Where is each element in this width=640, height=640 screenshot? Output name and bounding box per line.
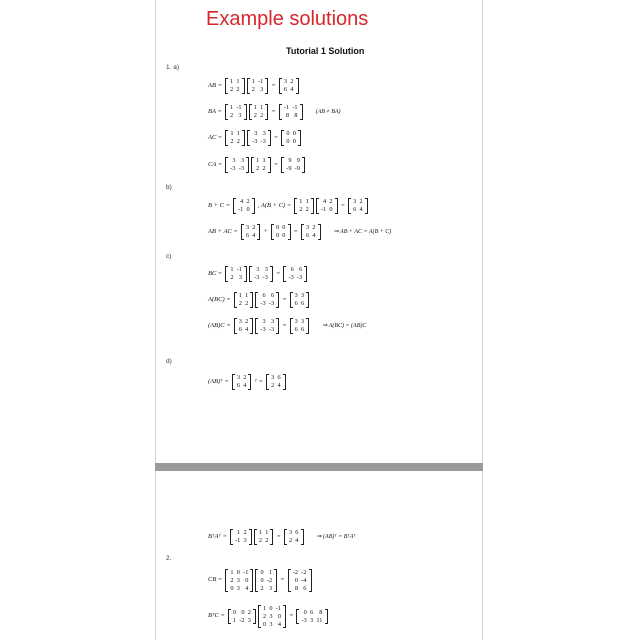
matrix-cell: 2 xyxy=(230,85,234,93)
matrix-cell: 2 xyxy=(246,198,250,205)
matrix-cell: -3 xyxy=(288,273,294,281)
equation-text: AB + AC = xyxy=(208,227,238,235)
matrix-cell: 2 xyxy=(229,111,234,119)
equation-text: = xyxy=(282,295,287,303)
matrix xyxy=(290,292,310,308)
matrix-cell: 0 xyxy=(232,608,237,616)
matrix-cell: 0 xyxy=(286,137,290,145)
equation-bt-c xyxy=(206,605,329,628)
matrix xyxy=(232,374,252,390)
matrix-cell: 1 xyxy=(238,292,242,299)
matrix-cell: 0 xyxy=(275,231,280,239)
matrix-cell: 1 xyxy=(232,616,237,624)
matrix-cell: 3 xyxy=(294,292,298,299)
matrix-cell: 6 xyxy=(294,325,298,333)
matrix-cell: 3 xyxy=(240,157,244,164)
matrix-cell: 2 xyxy=(236,137,240,145)
matrix-cell: 2 xyxy=(263,612,267,620)
matrix-cell: 3 xyxy=(301,292,305,299)
matrix-cell: 8 xyxy=(319,608,323,616)
page-heading: Example solutions xyxy=(206,8,369,30)
matrix-cell: 2 xyxy=(256,164,260,172)
matrix-cell: 6 xyxy=(283,85,288,93)
matrix-cell: 1 xyxy=(253,104,257,111)
equation-text: = xyxy=(275,269,281,277)
matrix-cell: 2 xyxy=(359,198,363,205)
matrix-cell: 4 xyxy=(245,584,249,592)
matrix-cell: 8 xyxy=(294,584,298,592)
matrix-cell: 3 xyxy=(232,157,236,164)
matrix xyxy=(249,104,269,120)
matrix-cell: 4 xyxy=(359,205,363,213)
matrix-cell: 3 xyxy=(262,318,266,325)
equation-text: BC = xyxy=(208,269,223,277)
matrix xyxy=(281,130,301,146)
matrix-cell: 1 xyxy=(230,78,234,85)
matrix-cell: -1 xyxy=(292,104,298,111)
matrix-cell: 2 xyxy=(265,536,269,544)
matrix-cell: 2 xyxy=(238,299,242,307)
matrix-cell: 3 xyxy=(283,78,288,85)
matrix-cell: 6 xyxy=(299,266,303,273)
equation-text: = xyxy=(289,612,294,620)
equation-text: = xyxy=(271,81,276,89)
matrix xyxy=(225,104,247,120)
matrix-cell: 3 xyxy=(245,224,250,231)
matrix-cell: 2 xyxy=(312,224,316,231)
matrix-cell: 0 xyxy=(263,620,267,628)
matrix xyxy=(247,78,269,94)
matrix-cell: -1 xyxy=(320,205,327,213)
equation-text: = xyxy=(282,321,287,329)
matrix-cell: -3 xyxy=(268,325,275,333)
matrix-cell: -9 xyxy=(294,164,300,172)
matrix xyxy=(301,224,321,240)
matrix-cell: 1 xyxy=(256,157,260,164)
equation-text: ᵀ = xyxy=(254,377,264,385)
matrix-cell: 0 xyxy=(275,224,280,231)
equation-cb xyxy=(206,569,313,592)
matrix-cell: 1 xyxy=(230,130,234,137)
matrix xyxy=(290,318,310,334)
equation-ac xyxy=(206,130,302,146)
matrix xyxy=(234,318,254,334)
matrix-cell: 1 xyxy=(268,569,273,576)
matrix-cell: 2 xyxy=(253,111,257,119)
equation-text: BᵀAᵀ = xyxy=(208,532,227,540)
matrix xyxy=(228,609,256,625)
matrix-cell: 6 xyxy=(245,231,250,239)
equation-text: = xyxy=(273,160,279,168)
matrix xyxy=(249,266,273,282)
matrix-cell: 2 xyxy=(245,318,249,325)
matrix-cell: -1 xyxy=(236,266,243,273)
matrix-cell: 3 xyxy=(247,616,251,624)
matrix-cell: 2 xyxy=(230,576,234,584)
matrix-cell: 4 xyxy=(252,231,256,239)
matrix-cell: 1 xyxy=(263,605,267,612)
matrix-cell: 3 xyxy=(269,620,273,628)
matrix-cell: 3 xyxy=(256,266,260,273)
equation-text: = xyxy=(273,133,279,141)
matrix-cell: 6 xyxy=(262,292,266,299)
matrix-cell: 0 xyxy=(329,205,333,213)
matrix-cell: 4 xyxy=(240,198,244,205)
matrix-cell: 3 xyxy=(264,266,268,273)
matrix-cell: 3 xyxy=(236,374,241,381)
equation-note: ⇒ (AB)ᵀ = BᵀAᵀ xyxy=(316,533,356,540)
matrix xyxy=(316,198,338,214)
matrix-cell: 1 xyxy=(262,157,266,164)
matrix xyxy=(296,609,327,625)
matrix-cell: -2 xyxy=(239,616,245,624)
matrix-cell: 3 xyxy=(254,130,258,137)
matrix-cell: -3 xyxy=(260,137,266,145)
matrix-cell: 6 xyxy=(236,381,241,389)
matrix-cell: 2 xyxy=(230,273,234,281)
matrix-cell: 6 xyxy=(301,325,305,333)
equation-text: AB = xyxy=(208,81,222,89)
matrix-cell: 3 xyxy=(269,612,273,620)
equation-text: = xyxy=(293,227,298,235)
equation-text: + xyxy=(263,227,268,235)
matrix-cell: -1 xyxy=(275,605,281,612)
equation-a-bc xyxy=(206,292,310,308)
matrix-cell: 6 xyxy=(306,231,310,239)
matrix-cell: 3 xyxy=(260,85,264,93)
matrix xyxy=(288,569,312,592)
matrix-cell: 1 xyxy=(305,198,309,205)
matrix xyxy=(255,318,279,334)
section-label-2: 2. xyxy=(166,555,172,562)
matrix-cell: 3 xyxy=(271,374,275,381)
matrix-cell: 0 xyxy=(241,608,245,616)
equation-ab-plus-ac xyxy=(206,224,391,240)
matrix-cell: 6 xyxy=(353,205,357,213)
matrix xyxy=(283,266,307,282)
equation-text: AC = xyxy=(208,133,223,141)
matrix-cell: 6 xyxy=(270,292,275,299)
page-subheading: Tutorial 1 Solution xyxy=(286,46,365,56)
matrix-cell: 1 xyxy=(258,529,263,536)
matrix-cell: 2 xyxy=(252,224,256,231)
matrix-cell: 3 xyxy=(270,318,275,325)
matrix-cell: 1 xyxy=(230,569,234,576)
equation-text: A(BC) = xyxy=(208,295,231,303)
document-page-2 xyxy=(155,471,483,640)
equation-bc xyxy=(206,266,308,282)
equation-ba xyxy=(206,104,341,120)
matrix-cell: 4 xyxy=(243,381,247,389)
matrix-cell: 0 xyxy=(260,569,264,576)
matrix-cell: -3 xyxy=(254,273,260,281)
equation-text: (AB)C = xyxy=(208,321,231,329)
matrix-cell: -2 xyxy=(301,569,307,576)
matrix-cell: 2 xyxy=(230,137,234,145)
matrix-cell: 6 xyxy=(294,299,298,307)
equation-note: (AB ≠ BA) xyxy=(315,108,341,115)
equation-text: = xyxy=(280,576,285,584)
matrix-cell: 9 xyxy=(296,157,300,164)
matrix-cell: 4 xyxy=(295,536,299,544)
matrix-cell: 0 xyxy=(282,224,286,231)
equation-text: CA = xyxy=(208,160,223,168)
matrix xyxy=(258,605,286,628)
matrix xyxy=(247,130,271,146)
matrix-cell: 3 xyxy=(268,584,273,592)
equation-bt-at xyxy=(206,529,356,545)
matrix-cell: 2 xyxy=(258,536,263,544)
matrix-cell: 0 xyxy=(236,569,240,576)
matrix-cell: 3 xyxy=(288,529,293,536)
matrix-cell: 4 xyxy=(290,85,294,93)
matrix-cell: 1 xyxy=(230,266,234,273)
equation-note: ⇒ AB + AC = A(B + C) xyxy=(333,228,392,235)
section-label-1a: 1. a) xyxy=(166,64,180,71)
matrix-cell: 4 xyxy=(245,325,249,333)
equation-text: , A(B + C) = xyxy=(257,201,292,209)
matrix-cell: -1 xyxy=(283,104,290,111)
matrix-cell: 3 xyxy=(262,130,266,137)
matrix-cell: 1 xyxy=(237,529,241,536)
matrix-cell: -3 xyxy=(301,616,307,624)
matrix xyxy=(284,529,304,545)
section-label-d: d) xyxy=(166,358,172,365)
matrix-cell: -3 xyxy=(238,164,244,172)
matrix-cell: 0 xyxy=(294,576,298,584)
matrix-cell: 0 xyxy=(292,137,296,145)
equation-b-plus-c xyxy=(206,198,369,214)
matrix xyxy=(279,78,299,94)
matrix xyxy=(255,569,277,592)
matrix-cell: -3 xyxy=(262,273,268,281)
matrix-cell: 11 xyxy=(316,616,323,624)
matrix-cell: 2 xyxy=(247,608,251,616)
equation-ab-transpose xyxy=(206,374,287,390)
matrix-cell: -9 xyxy=(286,164,292,172)
matrix-cell: 3 xyxy=(310,616,314,624)
matrix-cell: -3 xyxy=(268,299,275,307)
matrix-cell: 3 xyxy=(238,273,243,281)
document-page-1 xyxy=(155,0,483,463)
matrix-cell: 0 xyxy=(282,231,286,239)
matrix-cell: 2 xyxy=(305,205,309,213)
matrix xyxy=(225,266,247,282)
matrix xyxy=(225,157,249,173)
matrix xyxy=(225,569,253,592)
matrix xyxy=(251,157,271,173)
equation-ab xyxy=(206,78,300,94)
matrix-cell: 9 xyxy=(288,157,292,164)
matrix-cell: 2 xyxy=(260,584,264,592)
matrix-cell: 2 xyxy=(299,205,303,213)
equation-text: = xyxy=(340,201,345,209)
matrix-cell: 6 xyxy=(290,266,294,273)
matrix-cell: 0 xyxy=(292,130,296,137)
matrix-cell: -1 xyxy=(235,536,241,544)
matrix-cell: 6 xyxy=(238,325,242,333)
page-separator xyxy=(155,463,483,471)
matrix-cell: 4 xyxy=(323,198,327,205)
equation-text: (AB)ᵀ = xyxy=(208,377,229,385)
matrix-cell: 2 xyxy=(260,111,264,119)
matrix-cell: -3 xyxy=(252,137,258,145)
matrix-cell: 2 xyxy=(271,381,275,389)
section-label-c: c) xyxy=(166,253,172,260)
equation-text: B + C = xyxy=(208,201,230,209)
matrix-cell: 0 xyxy=(269,605,273,612)
matrix-cell: 0 xyxy=(260,576,264,584)
matrix-cell: 1 xyxy=(236,130,240,137)
matrix-cell: 1 xyxy=(299,198,303,205)
matrix-cell: 3 xyxy=(236,576,240,584)
matrix-cell: 2 xyxy=(290,78,294,85)
matrix-cell: 8 xyxy=(285,111,290,119)
matrix-cell: 2 xyxy=(262,164,266,172)
matrix-cell: 3 xyxy=(301,318,305,325)
matrix-cell: -1 xyxy=(243,569,249,576)
matrix xyxy=(266,374,286,390)
matrix-cell: 0 xyxy=(277,612,281,620)
matrix-cell: 0 xyxy=(303,608,307,616)
matrix-cell: 2 xyxy=(243,529,247,536)
matrix-cell: -2 xyxy=(266,576,273,584)
matrix xyxy=(225,130,245,146)
matrix-cell: 2 xyxy=(243,374,247,381)
matrix-cell: 2 xyxy=(288,536,293,544)
matrix xyxy=(234,292,254,308)
matrix xyxy=(279,104,303,120)
matrix-cell: -3 xyxy=(230,164,236,172)
matrix-cell: 3 xyxy=(353,198,357,205)
matrix-cell: -2 xyxy=(292,569,298,576)
equation-ca xyxy=(206,157,306,173)
matrix-cell: 0 xyxy=(246,205,250,213)
matrix xyxy=(255,292,279,308)
matrix-cell: -1 xyxy=(238,205,244,213)
matrix-cell: -4 xyxy=(301,576,307,584)
matrix xyxy=(348,198,368,214)
matrix-cell: 4 xyxy=(277,381,281,389)
matrix xyxy=(230,529,252,545)
matrix-cell: 0 xyxy=(286,130,290,137)
matrix-cell: -3 xyxy=(260,299,266,307)
matrix xyxy=(294,198,314,214)
equation-text: BᵀC = xyxy=(208,612,225,620)
matrix xyxy=(271,224,291,240)
matrix xyxy=(241,224,261,240)
matrix-cell: 2 xyxy=(245,299,249,307)
matrix-cell: 3 xyxy=(238,111,242,119)
matrix-cell: 2 xyxy=(236,85,240,93)
matrix-cell: 6 xyxy=(301,299,305,307)
equation-text: CB = xyxy=(208,576,223,584)
matrix-cell: 0 xyxy=(230,584,234,592)
matrix-cell: -1 xyxy=(258,78,264,85)
matrix-cell: 2 xyxy=(329,198,333,205)
matrix-cell: 3 xyxy=(294,318,298,325)
equation-note: ⇒ A(BC) = (AB)C xyxy=(322,322,367,329)
matrix-cell: 3 xyxy=(243,536,247,544)
matrix xyxy=(233,198,255,214)
matrix-cell: 3 xyxy=(236,584,240,592)
matrix xyxy=(254,529,274,545)
matrix-cell: -3 xyxy=(260,325,266,333)
matrix-cell: 3 xyxy=(238,318,242,325)
matrix-cell: 6 xyxy=(303,584,307,592)
matrix-cell: 6 xyxy=(277,374,281,381)
matrix-cell: 4 xyxy=(312,231,316,239)
matrix-cell: 1 xyxy=(236,78,240,85)
matrix-cell: -1 xyxy=(236,104,242,111)
equation-text: = xyxy=(276,532,281,540)
matrix-cell: 4 xyxy=(277,620,281,628)
matrix-cell: 3 xyxy=(306,224,310,231)
matrix-cell: 1 xyxy=(260,104,264,111)
matrix-cell: 0 xyxy=(245,576,249,584)
matrix-cell: 1 xyxy=(229,104,234,111)
equation-ab-c xyxy=(206,318,366,334)
matrix-cell: 6 xyxy=(295,529,299,536)
equation-text: BA = xyxy=(208,107,222,115)
matrix-cell: 1 xyxy=(245,292,249,299)
section-label-b: b) xyxy=(166,184,172,191)
matrix-cell: 8 xyxy=(294,111,298,119)
matrix xyxy=(225,78,245,94)
matrix-cell: 2 xyxy=(251,85,255,93)
matrix xyxy=(281,157,305,173)
matrix-cell: 6 xyxy=(310,608,314,616)
matrix-cell: 1 xyxy=(251,78,255,85)
equation-text: = xyxy=(271,107,276,115)
matrix-cell: -3 xyxy=(296,273,303,281)
matrix-cell: 1 xyxy=(265,529,269,536)
